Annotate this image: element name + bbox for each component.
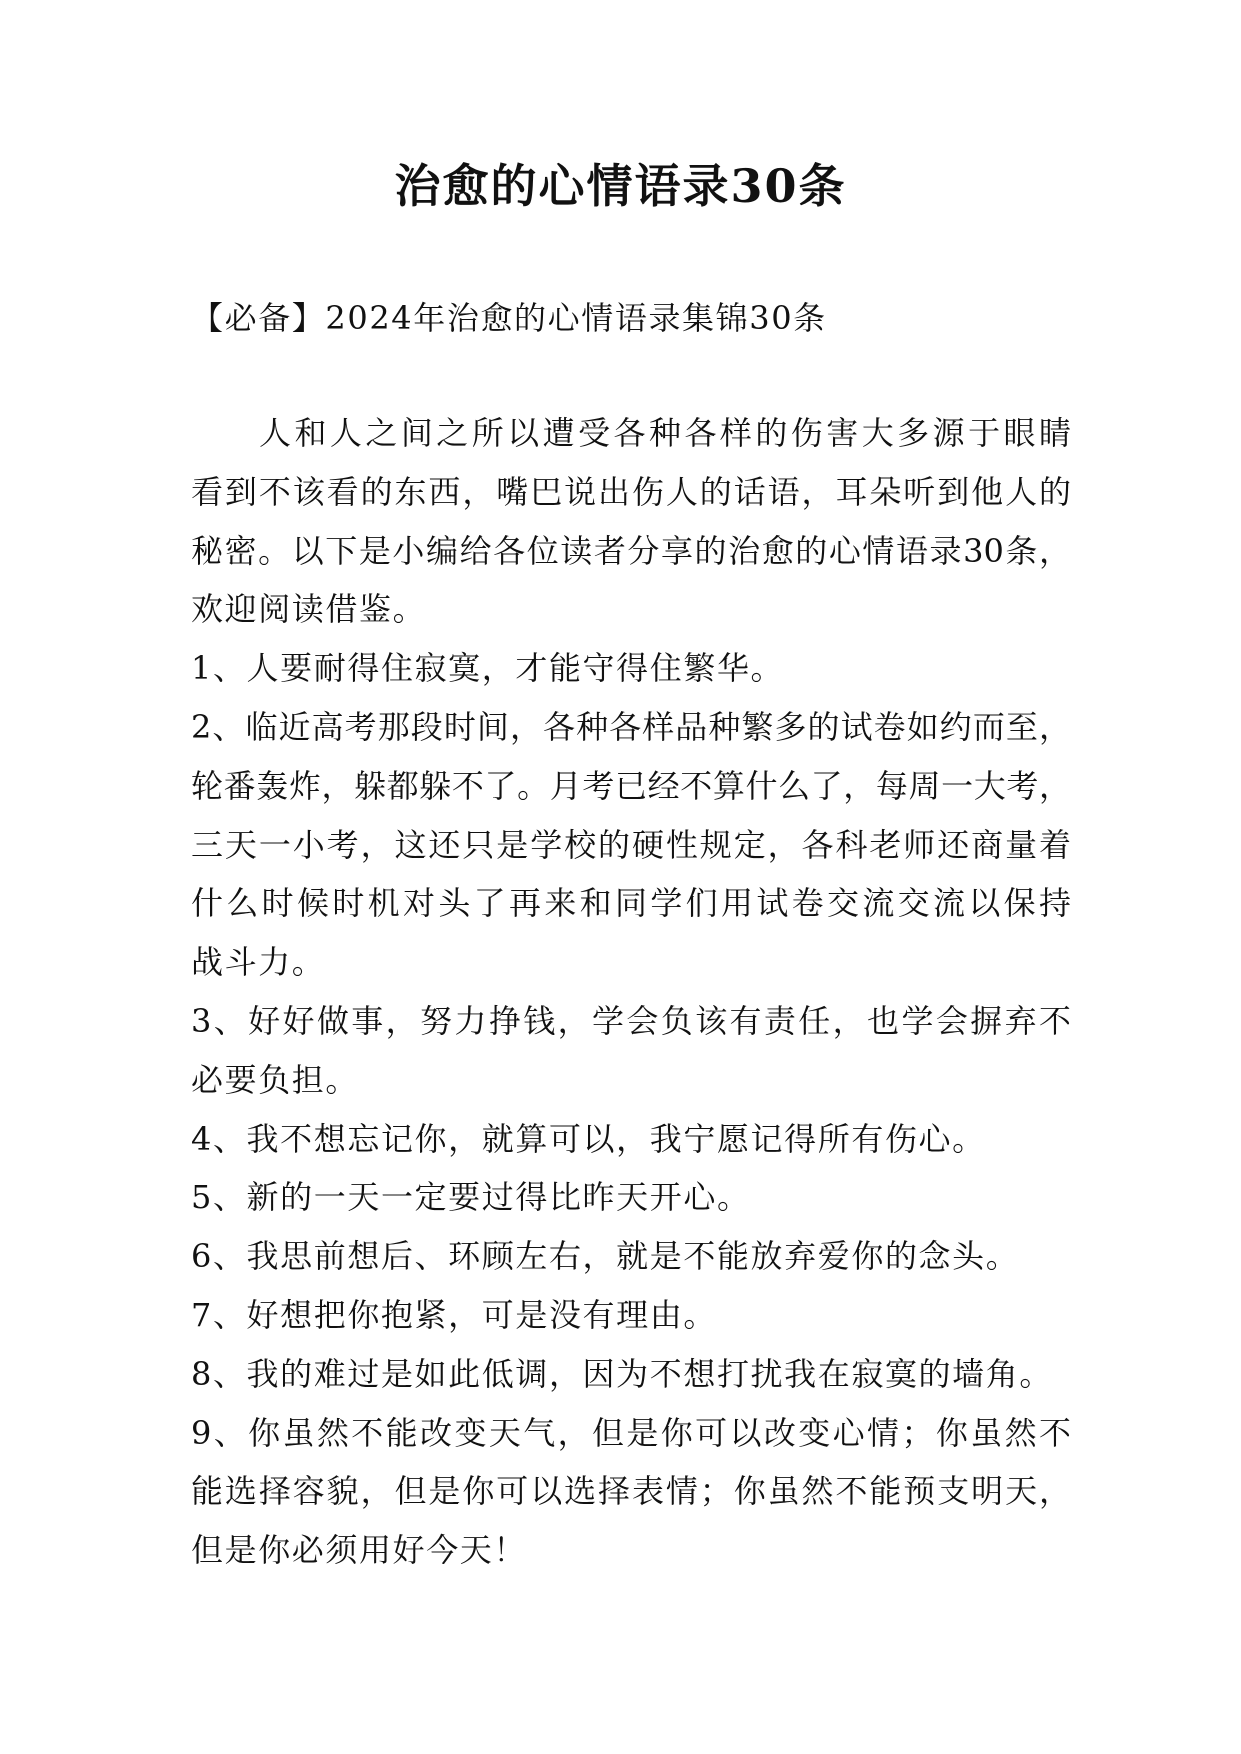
paragraph-line: 5、新的一天一定要过得比昨天开心。 bbox=[191, 1178, 751, 1217]
paragraph-line: 2、临近高考那段时间，各种各样品种繁多的试卷如约而至， bbox=[191, 707, 1071, 746]
paragraph-line: 7、好想把你抱紧，可是没有理由。 bbox=[191, 1295, 717, 1334]
paragraph-line: 3、好好做事，努力挣钱，学会负该有责任，也学会摒弃不 bbox=[191, 1001, 1071, 1040]
paragraph-line: 三天一小考，这还只是学校的硬性规定，各科老师还商量着 bbox=[191, 825, 1071, 864]
quote-item-7 bbox=[191, 1286, 1071, 1345]
paragraph-line: 1、人要耐得住寂寞，才能守得住繁华。 bbox=[191, 649, 785, 688]
paragraph-line: 欢迎阅读借鉴。 bbox=[191, 590, 427, 629]
paragraph-line: 8、我的难过是如此低调，因为不想打扰我在寂寞的墙角。 bbox=[191, 1354, 1053, 1393]
quote-item-4 bbox=[191, 1110, 1071, 1169]
paragraph-line: 什么时候时机对头了再来和同学们用试卷交流交流以保持 bbox=[191, 884, 1071, 923]
quote-item-9 bbox=[191, 1404, 1071, 1580]
paragraph-line: 但是你必须用好今天！ bbox=[191, 1531, 528, 1570]
document-subtitle: 【必备】2024年治愈的心情语录集锦30条 bbox=[191, 299, 827, 337]
document-body bbox=[191, 404, 1071, 1580]
paragraph-line: 秘密。以下是小编给各位读者分享的治愈的心情语录30条， bbox=[191, 531, 1071, 570]
quote-item-1 bbox=[191, 639, 1071, 698]
quote-item-3 bbox=[191, 992, 1071, 1110]
quote-item-8 bbox=[191, 1345, 1071, 1404]
intro-paragraph bbox=[191, 404, 1071, 639]
paragraph-line: 战斗力。 bbox=[191, 943, 326, 982]
paragraph-line: 轮番轰炸，躲都躲不了。月考已经不算什么了，每周一大考， bbox=[191, 766, 1071, 805]
paragraph-line: 看到不该看的东西，嘴巴说出伤人的话语，耳朵听到他人的 bbox=[191, 472, 1071, 511]
paragraph-line: 必要负担。 bbox=[191, 1060, 360, 1099]
document-title: 治愈的心情语录30条 bbox=[394, 159, 847, 213]
paragraph-line: 4、我不想忘记你，就算可以，我宁愿记得所有伤心。 bbox=[191, 1119, 986, 1158]
paragraph-line: 9、你虽然不能改变天气，但是你可以改变心情；你虽然不 bbox=[191, 1413, 1071, 1452]
quote-item-6 bbox=[191, 1227, 1071, 1286]
paragraph-line: 能选择容貌，但是你可以选择表情；你虽然不能预支明天， bbox=[191, 1472, 1071, 1511]
paragraph-line: 人和人之间之所以遭受各种各样的伤害大多源于眼睛 bbox=[259, 414, 1071, 452]
quote-item-5 bbox=[191, 1168, 1071, 1227]
paragraph-line: 6、我思前想后、环顾左右，就是不能放弃爱你的念头。 bbox=[191, 1237, 1020, 1276]
quote-item-2 bbox=[191, 698, 1071, 992]
